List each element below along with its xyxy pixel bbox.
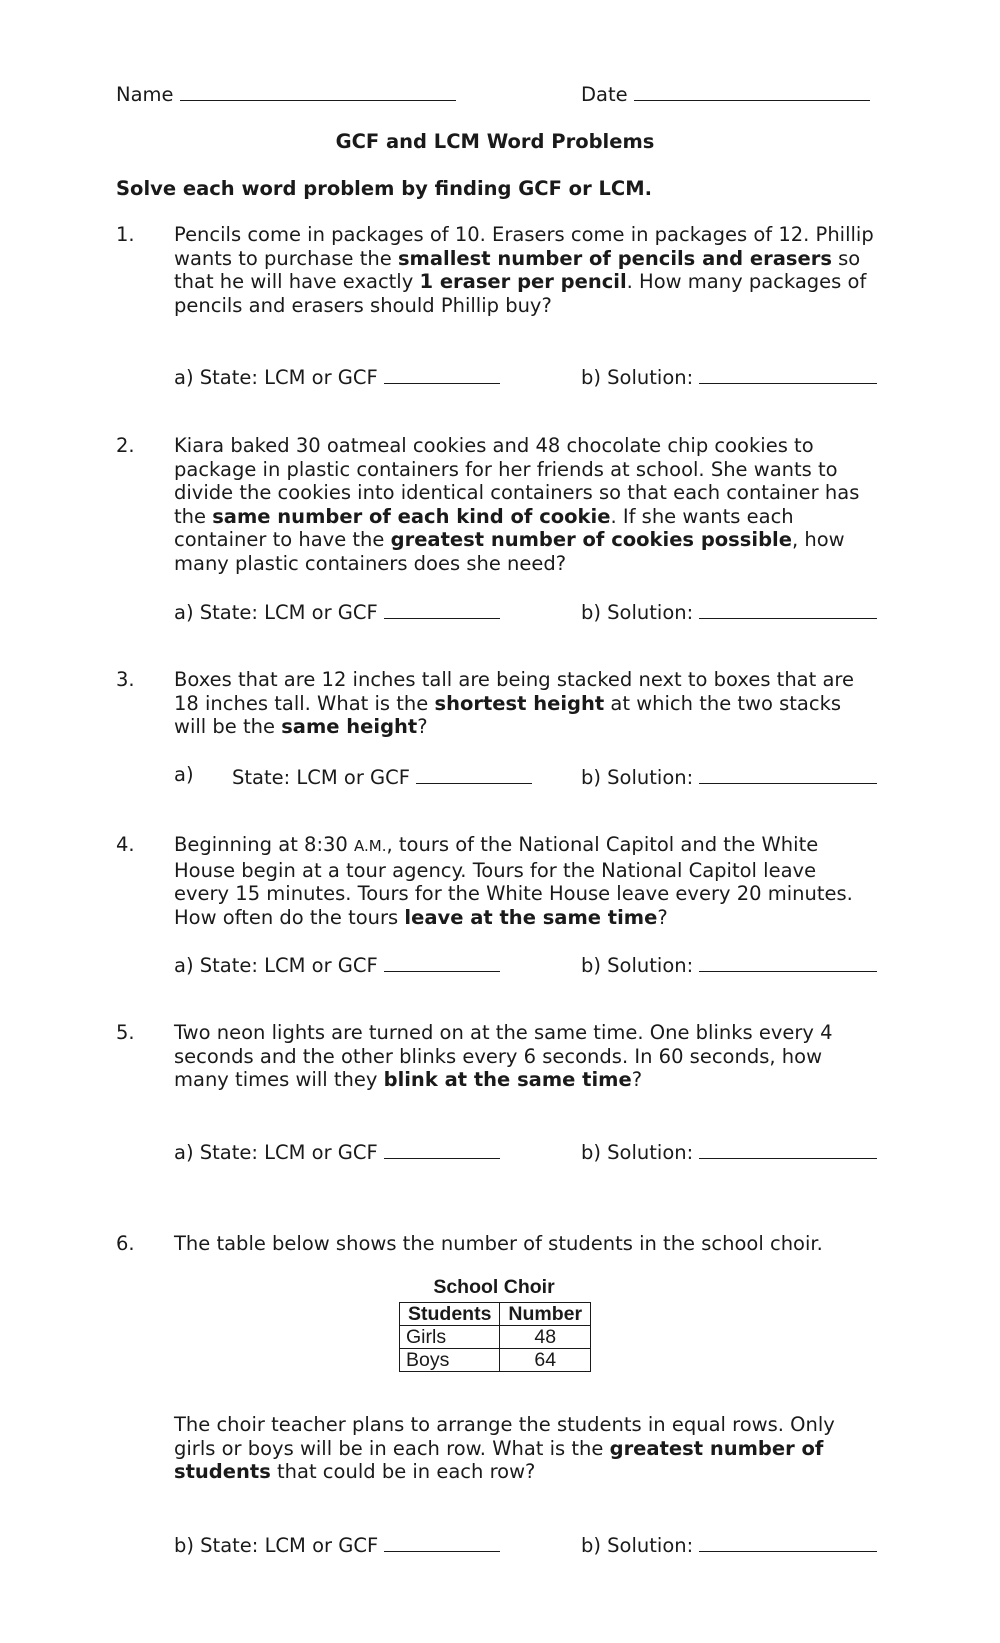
date-label: Date	[581, 83, 628, 106]
solution-blank[interactable]	[699, 763, 877, 784]
problem-6-intro: The table below shows the number of students in the school choir.	[174, 1232, 823, 1255]
table-cell: 64	[500, 1349, 591, 1372]
problem-4-solution-field[interactable]	[581, 951, 877, 978]
state-blank[interactable]	[384, 598, 500, 619]
state-label: a) State: LCM or GCF	[174, 1141, 378, 1164]
solution-blank[interactable]	[699, 363, 877, 384]
problem-5-number: 5.	[116, 1021, 135, 1044]
problem-2-solution-field[interactable]	[581, 598, 877, 625]
table-cell: Boys	[400, 1349, 500, 1372]
table-row	[400, 1326, 591, 1349]
state-label: b) State: LCM or GCF	[174, 1534, 379, 1557]
problem-6-state-field[interactable]	[174, 1531, 500, 1558]
problem-5-state-field[interactable]	[174, 1138, 500, 1165]
problem-4-number: 4.	[116, 833, 135, 856]
instructions: Solve each word problem by finding GCF or LCM.	[116, 177, 653, 200]
problem-2-state-field[interactable]	[174, 598, 500, 625]
state-label: State: LCM or GCF	[232, 766, 410, 789]
date-blank[interactable]	[634, 80, 870, 101]
state-blank[interactable]	[384, 1138, 500, 1159]
state-label: a) State: LCM or GCF	[174, 601, 378, 624]
name-blank[interactable]	[180, 80, 456, 101]
problem-5-solution-field[interactable]	[581, 1138, 877, 1165]
problem-6-text: The choir teacher plans to arrange the students in equal rows. Only girls or boys will be in each row. What is the greatest number of students that could be in each row?	[174, 1413, 835, 1483]
problem-4-state-field[interactable]	[174, 951, 500, 978]
solution-label: b) Solution:	[581, 1534, 694, 1557]
problem-3-state-prefix: a)	[174, 763, 194, 786]
solution-label: b) Solution:	[581, 601, 694, 624]
problem-6-number: 6.	[116, 1232, 135, 1255]
state-label: a) State: LCM or GCF	[174, 366, 378, 389]
solution-blank[interactable]	[699, 951, 877, 972]
solution-label: b) Solution:	[581, 766, 694, 789]
problem-3-number: 3.	[116, 668, 135, 691]
problem-1-solution-field[interactable]	[581, 363, 877, 390]
state-blank[interactable]	[384, 363, 500, 384]
problem-3-text: Boxes that are 12 inches tall are being stacked next to boxes that are 18 inches tall. What is the shortest height at which the two stacks will be the same height?	[174, 668, 855, 738]
problem-4-text: Beginning at 8:30 A.M., tours of the National Capitol and the White House begin at a tour agency. Tours for the National Capitol leave every 15 minutes. Tours for the White House leave every 20 minutes. How often do the tours leave at the same time?	[174, 833, 853, 929]
page-title: GCF and LCM Word Problems	[335, 130, 655, 153]
date-field[interactable]	[581, 80, 870, 107]
problem-2-number: 2.	[116, 434, 135, 457]
solution-label: b) Solution:	[581, 366, 694, 389]
solution-blank[interactable]	[699, 1531, 877, 1552]
problem-6-solution-field[interactable]	[581, 1531, 877, 1558]
name-field[interactable]	[116, 80, 456, 107]
solution-blank[interactable]	[699, 598, 877, 619]
solution-label: b) Solution:	[581, 954, 694, 977]
solution-blank[interactable]	[699, 1138, 877, 1159]
problem-3-state-field[interactable]	[232, 763, 532, 790]
choir-table	[399, 1302, 591, 1372]
state-blank[interactable]	[384, 1531, 500, 1552]
problem-1-text: Pencils come in packages of 10. Erasers come in packages of 12. Phillip wants to purchase the smallest number of pencils and erasers so that he will have exactly 1 eraser per pencil. How many packages of pencils and erasers should Phillip buy?	[174, 223, 874, 317]
problem-3-solution-field[interactable]	[581, 763, 877, 790]
name-label: Name	[116, 83, 174, 106]
table-header: Students	[400, 1303, 500, 1326]
state-blank[interactable]	[384, 951, 500, 972]
table-cell: 48	[500, 1326, 591, 1349]
problem-2-text: Kiara baked 30 oatmeal cookies and 48 chocolate chip cookies to package in plastic containers for her friends at school. She wants to divide the cookies into identical containers so that each container has the same number of each kind of cookie. If she wants each container to have the greatest number of cookies possible, how many plastic containers does she need?	[174, 434, 860, 575]
table-row	[400, 1349, 591, 1372]
table-cell: Girls	[400, 1326, 500, 1349]
problem-5-text: Two neon lights are turned on at the same time. One blinks every 4 seconds and the other blinks every 6 seconds. In 60 seconds, how many times will they blink at the same time?	[174, 1021, 833, 1091]
solution-label: b) Solution:	[581, 1141, 694, 1164]
choir-table-title: School Choir	[433, 1276, 555, 1298]
problem-1-state-field[interactable]	[174, 363, 500, 390]
table-header: Number	[500, 1303, 591, 1326]
problem-1-number: 1.	[116, 223, 135, 246]
state-label: a) State: LCM or GCF	[174, 954, 378, 977]
state-blank[interactable]	[416, 763, 532, 784]
